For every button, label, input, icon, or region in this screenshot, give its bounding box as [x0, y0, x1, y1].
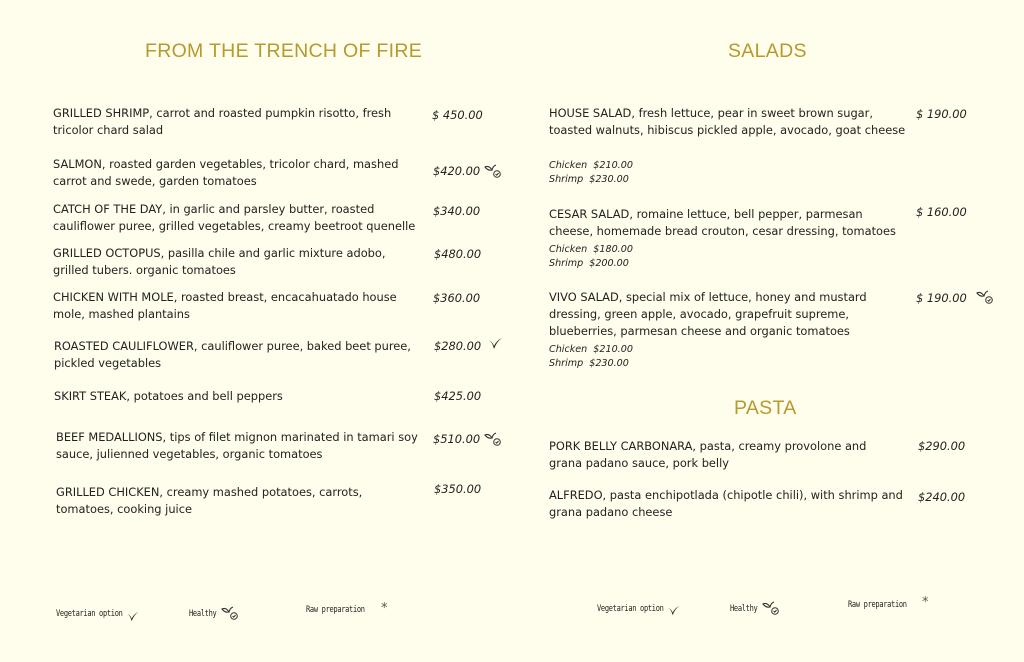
legend-vegetarian-label: Vegetarian option: [597, 604, 664, 614]
healthy-icon: [483, 431, 503, 445]
item-description: SKIRT STEAK, potatoes and bell peppers: [54, 389, 283, 403]
item-description: CHICKEN WITH MOLE, roasted breast, encacahuatado house mole, mashed plantains: [53, 290, 397, 321]
item-price: $ 190.00: [916, 291, 967, 305]
section-title-trench-of-fire: FROM THE TRENCH OF FIRE: [145, 40, 423, 62]
item-price: $240.00: [918, 490, 966, 504]
item-description: PORK BELLY CARBONARA, pasta, creamy provolone and grana padano sauce, pork belly: [549, 439, 867, 470]
variant-shrimp: Shrimp $230.00: [549, 174, 629, 185]
item-description: GRILLED SHRIMP, carrot and roasted pumpkin risotto, fresh tricolor chard salad: [53, 106, 392, 137]
item-price: $280.00: [434, 339, 482, 353]
item-description: ROASTED CAULIFLOWER, cauliflower puree, baked beet puree, pickled vegetables: [54, 339, 411, 370]
raw-preparation-asterisk-icon: *: [381, 601, 388, 616]
healthy-icon: [483, 163, 503, 177]
item-price: $340.00: [433, 204, 481, 218]
section-title-pasta: PASTA: [734, 397, 797, 419]
variant-chicken: Chicken $210.00: [549, 160, 633, 171]
healthy-icon: [761, 600, 781, 620]
vegetarian-icon: [666, 602, 681, 621]
item-description: ALFREDO, pasta enchipotlada (chipotle chili), with shrimp and grana padano cheese: [549, 488, 903, 519]
right-menu-page: [512, 0, 1024, 662]
legend-healthy-label: Healthy: [189, 609, 217, 619]
item-price: $ 450.00: [432, 108, 483, 122]
section-title-salads: SALADS: [728, 40, 807, 62]
item-price: $480.00: [434, 247, 482, 261]
legend-raw-label: Raw preparation: [306, 605, 365, 615]
legend-healthy-label: Healthy: [730, 604, 758, 614]
legend-raw-label: Raw preparation: [848, 600, 907, 610]
item-description: VIVO SALAD, special mix of lettuce, honey and mustard dressing, green apple, avocado, grapefruit supreme, blueberries, parmesan cheese and organic tomatoes: [549, 290, 867, 338]
item-price: $510.00: [433, 432, 481, 446]
variant-shrimp: Shrimp $200.00: [549, 258, 629, 269]
item-description: BEEF MEDALLIONS, tips of filet mignon marinated in tamari soy sauce, julienned vegetables, organic tomatoes: [56, 430, 418, 461]
item-price: $ 190.00: [916, 107, 967, 121]
legend-vegetarian-label: Vegetarian option: [56, 609, 123, 619]
vegetarian-icon: [486, 337, 506, 351]
item-price: $350.00: [434, 482, 482, 496]
item-description: CATCH OF THE DAY, in garlic and parsley butter, roasted cauliflower puree, grilled vegetables, creamy beetroot quenelle: [53, 202, 416, 233]
healthy-icon: [975, 289, 995, 303]
variant-chicken: Chicken $180.00: [549, 244, 633, 255]
item-price: $ 160.00: [916, 205, 967, 219]
healthy-icon: [220, 605, 240, 625]
item-price: $360.00: [433, 291, 481, 305]
variant-chicken: Chicken $210.00: [549, 344, 633, 355]
item-description: HOUSE SALAD, fresh lettuce, pear in sweet brown sugar, toasted walnuts, hibiscus pickled apple, avocado, goat cheese: [549, 106, 906, 137]
item-description: GRILLED CHICKEN, creamy mashed potatoes, carrots, tomatoes, cooking juice: [56, 485, 363, 516]
item-description: GRILLED OCTOPUS, pasilla chile and garlic mixture adobo, grilled tubers. organic tomatoes: [53, 246, 386, 277]
item-price: $290.00: [918, 439, 966, 453]
item-description: SALMON, roasted garden vegetables, tricolor chard, mashed carrot and swede, garden tomatoes: [53, 157, 399, 188]
vegetarian-icon: [125, 608, 140, 627]
raw-preparation-asterisk-icon: *: [922, 595, 929, 610]
item-price: $420.00: [433, 164, 481, 178]
item-description: CESAR SALAD, romaine lettuce, bell pepper, parmesan cheese, homemade bread crouton, cesar dressing, tomatoes: [549, 207, 896, 238]
variant-shrimp: Shrimp $230.00: [549, 358, 629, 369]
item-price: $425.00: [434, 389, 482, 403]
